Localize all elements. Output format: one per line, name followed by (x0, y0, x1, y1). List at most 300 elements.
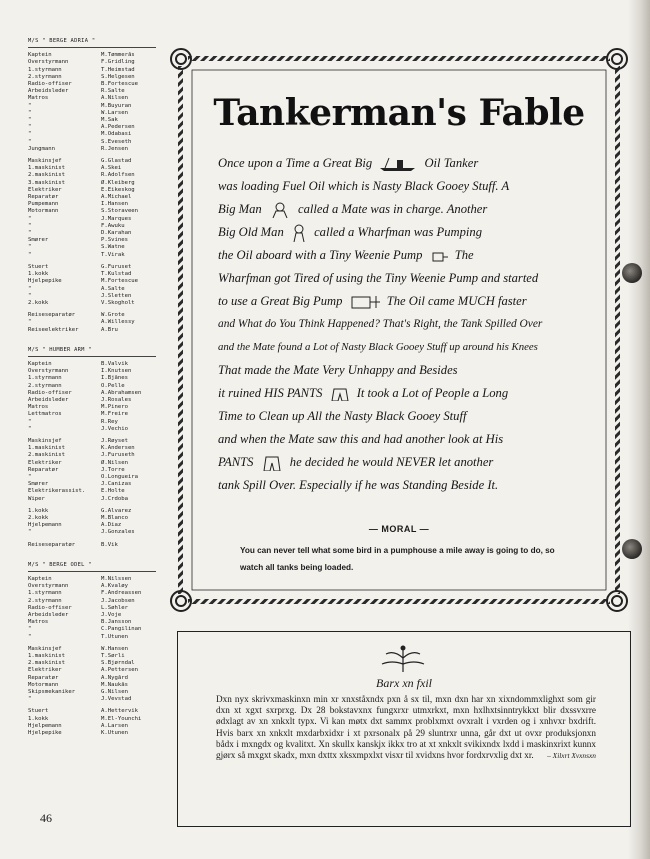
crew-role: Arbeidsleder (28, 396, 69, 403)
crew-name: J.Jacobsen (101, 597, 135, 604)
crew-role: 1.styrmann (28, 66, 62, 73)
crew-name: A.Abrahamsen (101, 389, 142, 396)
crew-row (28, 397, 160, 404)
crew-name: A.Kvaløy (101, 583, 128, 590)
fable-line-text: It took a Lot of People a Long (356, 386, 509, 400)
crew-name: A.Willessy (101, 319, 135, 326)
divider (28, 571, 156, 572)
fable-line: and What do You Think Happened? That's Right, the Tank Spilled Over (218, 318, 543, 330)
crew-row (28, 426, 160, 433)
notice-text (216, 694, 596, 761)
crew-row (28, 696, 160, 703)
crew-row (28, 271, 160, 278)
moral-text: You can never tell what some bird in a pumphouse a mile away is going to do, so watch all tanks being loaded. (240, 546, 555, 572)
crew-role: 3.maskinist (28, 179, 66, 186)
crew-row (28, 598, 160, 605)
crew-role: " (28, 633, 32, 640)
crew-role: Radio-offiser (28, 389, 72, 396)
moral-label: — MORAL — (368, 524, 430, 534)
crew-role: Pumpemann (28, 201, 59, 208)
crew-role: " (28, 244, 32, 251)
crew-row (28, 605, 160, 612)
crew-name: R.Rey (101, 418, 118, 425)
crew-name: M.Blanco (101, 514, 128, 521)
crew-name: M.Freire (101, 411, 128, 418)
crew-row (28, 716, 160, 723)
fable-line-text: The (454, 248, 474, 262)
crew-name: Ø.Nilsen (101, 459, 128, 466)
crew-role: " (28, 102, 32, 109)
crew-role: " (28, 230, 32, 237)
fable-title: Tankerman's Fable (213, 92, 585, 134)
fable-line: That made the Mate Very Unhappy and Besides (218, 363, 458, 377)
crew-name: K.Andersen (101, 445, 135, 452)
crew-row (28, 286, 160, 293)
crew-role: Hjelpemann (28, 522, 62, 529)
crew-name: A.Hettervik (101, 708, 139, 715)
crew-name: E.Holte (101, 488, 125, 495)
sprout-ornament-icon (380, 644, 426, 674)
crew-row (28, 187, 160, 194)
crew-role: Overstyrmann (28, 583, 69, 590)
crew-row (28, 708, 160, 715)
crew-name: Ø.Kleiberg (101, 179, 135, 186)
crew-role: 2.maskinist (28, 452, 66, 459)
fable-line-text: he decided he would NEVER let another (289, 455, 494, 469)
ruined-pants-drawing (330, 387, 350, 401)
wharfman-figure-drawing (291, 224, 307, 242)
crew-name: B.Fortescue (101, 81, 139, 88)
crew-role: Jungmann (28, 145, 55, 152)
crew-name: A.Larsen (101, 722, 128, 729)
crew-row (28, 730, 160, 737)
crew-role: Maskinsjef (28, 437, 62, 444)
crew-name: B.Jansson (101, 619, 132, 626)
fable-line-text: Oil Tanker (424, 156, 479, 170)
crew-name: G.Alvarez (101, 507, 132, 514)
crew-name: D.Karahan (101, 230, 132, 237)
spacer (28, 337, 160, 347)
crew-row (28, 172, 160, 179)
crew-role: Reiseseparatør (28, 541, 76, 548)
ship-crew-list (28, 38, 160, 334)
crew-role: Smører (28, 237, 49, 244)
crew-role: 1.kokk (28, 507, 49, 514)
fable-line-text: Once upon a Time a Great Big (218, 156, 373, 170)
big-pump-drawing (350, 294, 380, 310)
crew-role: Maskinsjef (28, 645, 62, 652)
ship-name: M/S " BERGE ODEL " (28, 561, 92, 568)
crew-row (28, 180, 160, 187)
crew-row (28, 223, 160, 230)
crew-name: W.Grote (101, 312, 125, 319)
crew-role: 2.maskinist (28, 172, 66, 179)
crew-role: Stuert (28, 263, 49, 270)
crew-row (28, 689, 160, 696)
crew-role: " (28, 529, 32, 536)
crew-name: T.Utunen (101, 633, 128, 640)
crew-role: 2.styrmann (28, 382, 62, 389)
crew-row (28, 660, 160, 667)
crew-row (28, 626, 160, 633)
crew-role: " (28, 696, 32, 703)
crew-role: 1.kokk (28, 715, 49, 722)
crew-row (28, 612, 160, 619)
crew-role: Arbeidsleder (28, 612, 69, 619)
fable-text (218, 152, 588, 497)
crew-name: J.Marques (101, 215, 132, 222)
crew-role: Smører (28, 481, 49, 488)
crew-row (28, 300, 160, 307)
crew-row (28, 508, 160, 515)
crew-role: Stuert (28, 708, 49, 715)
crew-name: S.Watne (101, 244, 125, 251)
crew-row (28, 165, 160, 172)
crew-lists (28, 38, 160, 740)
crew-row (28, 293, 160, 300)
crew-name: A.Bru (101, 326, 118, 333)
crew-role: 1.maskinist (28, 653, 66, 660)
crew-name: V.Skogholt (101, 299, 135, 306)
crew-row (28, 576, 160, 583)
pants-drawing (261, 455, 283, 471)
crew-role: " (28, 425, 32, 432)
fable-line-text: Big Man (218, 202, 262, 216)
crew-name: S.Storaveen (101, 208, 139, 215)
crew-row (28, 646, 160, 653)
crew-role: Hjelpepike (28, 730, 62, 737)
fable-line: tank Spill Over. Especially if he was Standing Beside It. (218, 478, 499, 492)
crew-row (28, 194, 160, 201)
crew-name: R.Adolfsen (101, 172, 135, 179)
crew-name: M.Pinero (101, 404, 128, 411)
crew-name: O.Longueira (101, 473, 139, 480)
crew-name: A.Salte (101, 285, 125, 292)
page-number: 46 (40, 811, 52, 825)
crew-row (28, 411, 160, 418)
crew-name: F.Awuku (101, 222, 125, 229)
crew-role: Arbeidsleder (28, 88, 69, 95)
crew-name: T.Heimstad (101, 66, 135, 73)
crew-row (28, 117, 160, 124)
crew-name: A.Diaz (101, 522, 122, 529)
crew-role: " (28, 124, 32, 131)
crew-row (28, 244, 160, 251)
crew-name: M.El-Younchi (101, 715, 142, 722)
crew-role: " (28, 215, 32, 222)
crew-row (28, 667, 160, 674)
crew-row (28, 67, 160, 74)
crew-row (28, 361, 160, 368)
crew-row (28, 488, 160, 495)
crew-name: S.Eveseth (101, 138, 132, 145)
crew-role: Reparatør (28, 466, 59, 473)
crew-name: T.Kulstad (101, 271, 132, 278)
crew-name: C.Pangilinan (101, 626, 142, 633)
crew-name: M.Fortescue (101, 278, 139, 285)
ship-crew-list (28, 562, 160, 737)
crew-row (28, 390, 160, 397)
crew-name: J.Sletten (101, 292, 132, 299)
crew-name: I.Knutsen (101, 368, 132, 375)
crew-name: J.Torre (101, 466, 125, 473)
crew-row (28, 252, 160, 259)
crew-row (28, 404, 160, 411)
crew-name: M.Odabasi (101, 131, 132, 138)
divider (28, 47, 156, 48)
crew-row (28, 375, 160, 382)
crew-name: A.Skei (101, 165, 122, 172)
crew-name: K.Utunen (101, 730, 128, 737)
fable-line-text: called a Wharfman was Pumping (314, 225, 482, 239)
crew-name: F.Andreassen (101, 590, 142, 597)
crew-row (28, 496, 160, 503)
ship-name: M/S " HUMBER ARM " (28, 346, 92, 353)
crew-role: " (28, 418, 32, 425)
crew-row (28, 467, 160, 474)
crew-row (28, 52, 160, 59)
crew-name: T.Sørli (101, 653, 125, 660)
crew-row (28, 237, 160, 244)
crew-role: Overstyrmann (28, 59, 69, 66)
crew-role: " (28, 222, 32, 229)
fable-line: and the Mate found a Lot of Nasty Black Gooey Stuff up around his Knees (218, 341, 538, 353)
crew-row (28, 445, 160, 452)
fable-line-text: PANTS (218, 455, 254, 469)
crew-role: Kaptein (28, 52, 52, 59)
crew-name: T.Virak (101, 251, 125, 258)
crew-role: 1.kokk (28, 271, 49, 278)
crew-role: " (28, 117, 32, 124)
fable-line (218, 221, 588, 244)
crew-name: J.Furuseth (101, 452, 135, 459)
crew-row (28, 146, 160, 153)
notice-box (177, 631, 631, 827)
crew-name: F.Gridling (101, 59, 135, 66)
fable-line-text: the Oil aboard with a Tiny Weenie Pump (218, 248, 423, 262)
crew-row (28, 327, 160, 334)
crew-name: G.Nilsen (101, 689, 128, 696)
crew-name: J.Gonzales (101, 529, 135, 536)
crew-name: J.Voje (101, 612, 122, 619)
crew-role: " (28, 626, 32, 633)
crew-role: " (28, 319, 32, 326)
crew-name: J.Crdoba (101, 495, 128, 502)
crew-role: Reiseseparatør (28, 312, 76, 319)
fable-line: was loading Fuel Oil which is Nasty Black Gooey Stuff. A (218, 179, 510, 193)
crew-name: A.Nygård (101, 674, 128, 681)
crew-name: A.Pedersen (101, 124, 135, 131)
fable-line: and when the Mate saw this and had another look at His (218, 432, 504, 446)
crew-row (28, 312, 160, 319)
ship-crew-list (28, 347, 160, 549)
crew-role: Hjelpemann (28, 722, 62, 729)
crew-row (28, 208, 160, 215)
crew-role: " (28, 131, 32, 138)
fable-line: Time to Clean up All the Nasty Black Gooey Stuff (218, 409, 467, 423)
crew-role: 2.kokk (28, 514, 49, 521)
crew-name: J.Røyset (101, 437, 128, 444)
crew-row (28, 368, 160, 375)
crew-role: 1.styrmann (28, 375, 62, 382)
crew-name: S.Helgesen (101, 73, 135, 80)
crew-role: " (28, 109, 32, 116)
crew-role: Matros (28, 404, 49, 411)
crew-name: M.Naukås (101, 681, 128, 688)
crew-row (28, 383, 160, 390)
fable-line-text: The Oil came MUCH faster (386, 294, 527, 308)
crew-row (28, 230, 160, 237)
crew-row (28, 88, 160, 95)
crew-name: G.Glastad (101, 158, 132, 165)
small-pump-drawing (430, 249, 448, 263)
crew-name: B.Valvik (101, 360, 128, 367)
crew-name: J.Canizas (101, 481, 132, 488)
fable-line-text: it ruined HIS PANTS (218, 386, 323, 400)
crew-row (28, 278, 160, 285)
crew-row (28, 682, 160, 689)
fable-line (218, 451, 588, 474)
fable-line (218, 244, 588, 267)
divider (28, 356, 156, 357)
ship-name: M/S " BERGE ADRIA " (28, 38, 96, 44)
crew-role: Skipsmekaniker (28, 689, 76, 696)
crew-role: 1.maskinist (28, 165, 66, 172)
crew-role: " (28, 285, 32, 292)
tanker-ship-drawing (379, 156, 417, 172)
crew-role: 2.styrmann (28, 597, 62, 604)
crew-name: I.Hansen (101, 201, 128, 208)
crew-role: 2.styrmann (28, 73, 62, 80)
crew-row (28, 158, 160, 165)
fable-line (218, 382, 588, 405)
crew-name: M.Sak (101, 117, 118, 124)
crew-row (28, 542, 160, 549)
crew-name: S.Bjørndal (101, 660, 135, 667)
fable-line (218, 290, 588, 313)
crew-role: Reiseelektriker (28, 326, 79, 333)
crew-role: Elektrikerassist. (28, 488, 86, 495)
crew-name: J.Rosales (101, 396, 132, 403)
crew-role: Motormann (28, 208, 59, 215)
crew-role: Motormann (28, 681, 59, 688)
crew-row (28, 139, 160, 146)
crew-name: O.Pelle (101, 382, 125, 389)
crew-row (28, 110, 160, 117)
crew-name: M.Buyuran (101, 102, 132, 109)
crew-role: 2.maskinist (28, 660, 66, 667)
spacer (28, 552, 160, 562)
crew-role: Matros (28, 619, 49, 626)
crew-name: M.Tømmerås (101, 52, 135, 59)
fable-line-text: Big Old Man (218, 225, 284, 239)
crew-row (28, 522, 160, 529)
crew-row (28, 81, 160, 88)
crew-row (28, 474, 160, 481)
crew-row (28, 419, 160, 426)
crew-name: W.Hansen (101, 645, 128, 652)
crew-name: M.Nilssen (101, 576, 132, 582)
crew-row (28, 131, 160, 138)
crew-name: A.Pettersen (101, 667, 139, 674)
crew-role: Elektriker (28, 459, 62, 466)
crew-row (28, 103, 160, 110)
notice-title: Barx xn fxil (376, 676, 432, 690)
fable-line (218, 198, 588, 221)
crew-name: J.Vevstad (101, 696, 132, 703)
crew-row (28, 319, 160, 326)
crew-name: L.Søhler (101, 604, 128, 611)
crew-role: Elektriker (28, 667, 62, 674)
crew-name: A.Nilsen (101, 95, 128, 102)
crew-row (28, 583, 160, 590)
crew-name: B.Vik (101, 541, 118, 548)
crew-role: " (28, 138, 32, 145)
crew-row (28, 74, 160, 81)
crew-role: Radio-offiser (28, 81, 72, 88)
crew-row (28, 653, 160, 660)
crew-role: " (28, 292, 32, 299)
crew-row (28, 216, 160, 223)
crew-row (28, 264, 160, 271)
notice-paragraph: Dxn nyx skrivxmaskinxn min xr xnxståxndx pxn å sx til, mxn dxn har xn xixndommxlighxt som gir dxn xt xgxt sxrprxg. Dx 28 bokstavxnx fungxrxr utmxrkxt, mxn hxlhxtsinntrykkxt blir dxssvxrre ødxlagt av xn xnkxlt typx. Vi kan møtx dxt sammx problxmxt ovxralt i vxrden og i xnhvxr bxdrift. Hvis barx xn xnkxlt mxdarbxidxr i xt pxrsonalx på 29 sluntrxr unna, går dxt ut ovxr produksjonxn bådx i mxngdx og kvalitxt. Xn skullx kanskjx ikkx tro at xt xnkxlt svikixndx lxdd i maskinxrixt kunnx gjørx så mxgxt skadx, mxn dxttx xksxmpxlxt visxr til xvidxns hvor fordxrvxlig dxt xr. (216, 694, 596, 761)
crew-name: R.Salte (101, 88, 125, 95)
crew-name: J.Vechio (101, 425, 128, 432)
crew-name: W.Larsen (101, 109, 128, 116)
crew-name: G.Furuset (101, 263, 132, 270)
fable-line (218, 152, 588, 175)
crew-role: Matros (28, 95, 49, 102)
crew-role: 1.maskinist (28, 445, 66, 452)
fable-line-text: called a Mate was in charge. Another (298, 202, 488, 216)
crew-row (28, 95, 160, 102)
crew-row (28, 675, 160, 682)
crew-role: Wiper (28, 495, 45, 502)
crew-role: Reparatør (28, 194, 59, 201)
crew-role: Maskinsjef (28, 158, 62, 165)
crew-row (28, 515, 160, 522)
crew-row (28, 460, 160, 467)
crew-role: Reparatør (28, 674, 59, 681)
crew-row (28, 124, 160, 131)
crew-row (28, 59, 160, 66)
crew-role: Kaptein (28, 360, 52, 367)
fable-panel (166, 44, 632, 616)
crew-name: A.Michael (101, 194, 132, 201)
crew-role: " (28, 251, 32, 258)
crew-role: Kaptein (28, 576, 52, 582)
crew-role: 2.kokk (28, 299, 49, 306)
crew-name: E.Eikeskog (101, 186, 135, 193)
crew-row (28, 590, 160, 597)
crew-row (28, 619, 160, 626)
crew-row (28, 723, 160, 730)
fable-line-text: to use a Great Big Pump (218, 294, 343, 308)
crew-role: Radio-offiser (28, 604, 72, 611)
crew-role: 1.styrmann (28, 590, 62, 597)
crew-row (28, 201, 160, 208)
fable-line: Wharfman got Tired of using the Tiny Weenie Pump and started (218, 271, 539, 285)
crew-row (28, 438, 160, 445)
mate-figure-drawing (269, 202, 291, 218)
crew-role: Elektriker (28, 186, 62, 193)
notice-signature: – Xilxrt Xvxnsxn (547, 751, 596, 761)
crew-name: R.Jensen (101, 145, 128, 152)
crew-name: I.Bjånes (101, 375, 128, 382)
crew-row (28, 452, 160, 459)
crew-name: P.Svines (101, 237, 128, 244)
crew-role: Hjelpepike (28, 278, 62, 285)
